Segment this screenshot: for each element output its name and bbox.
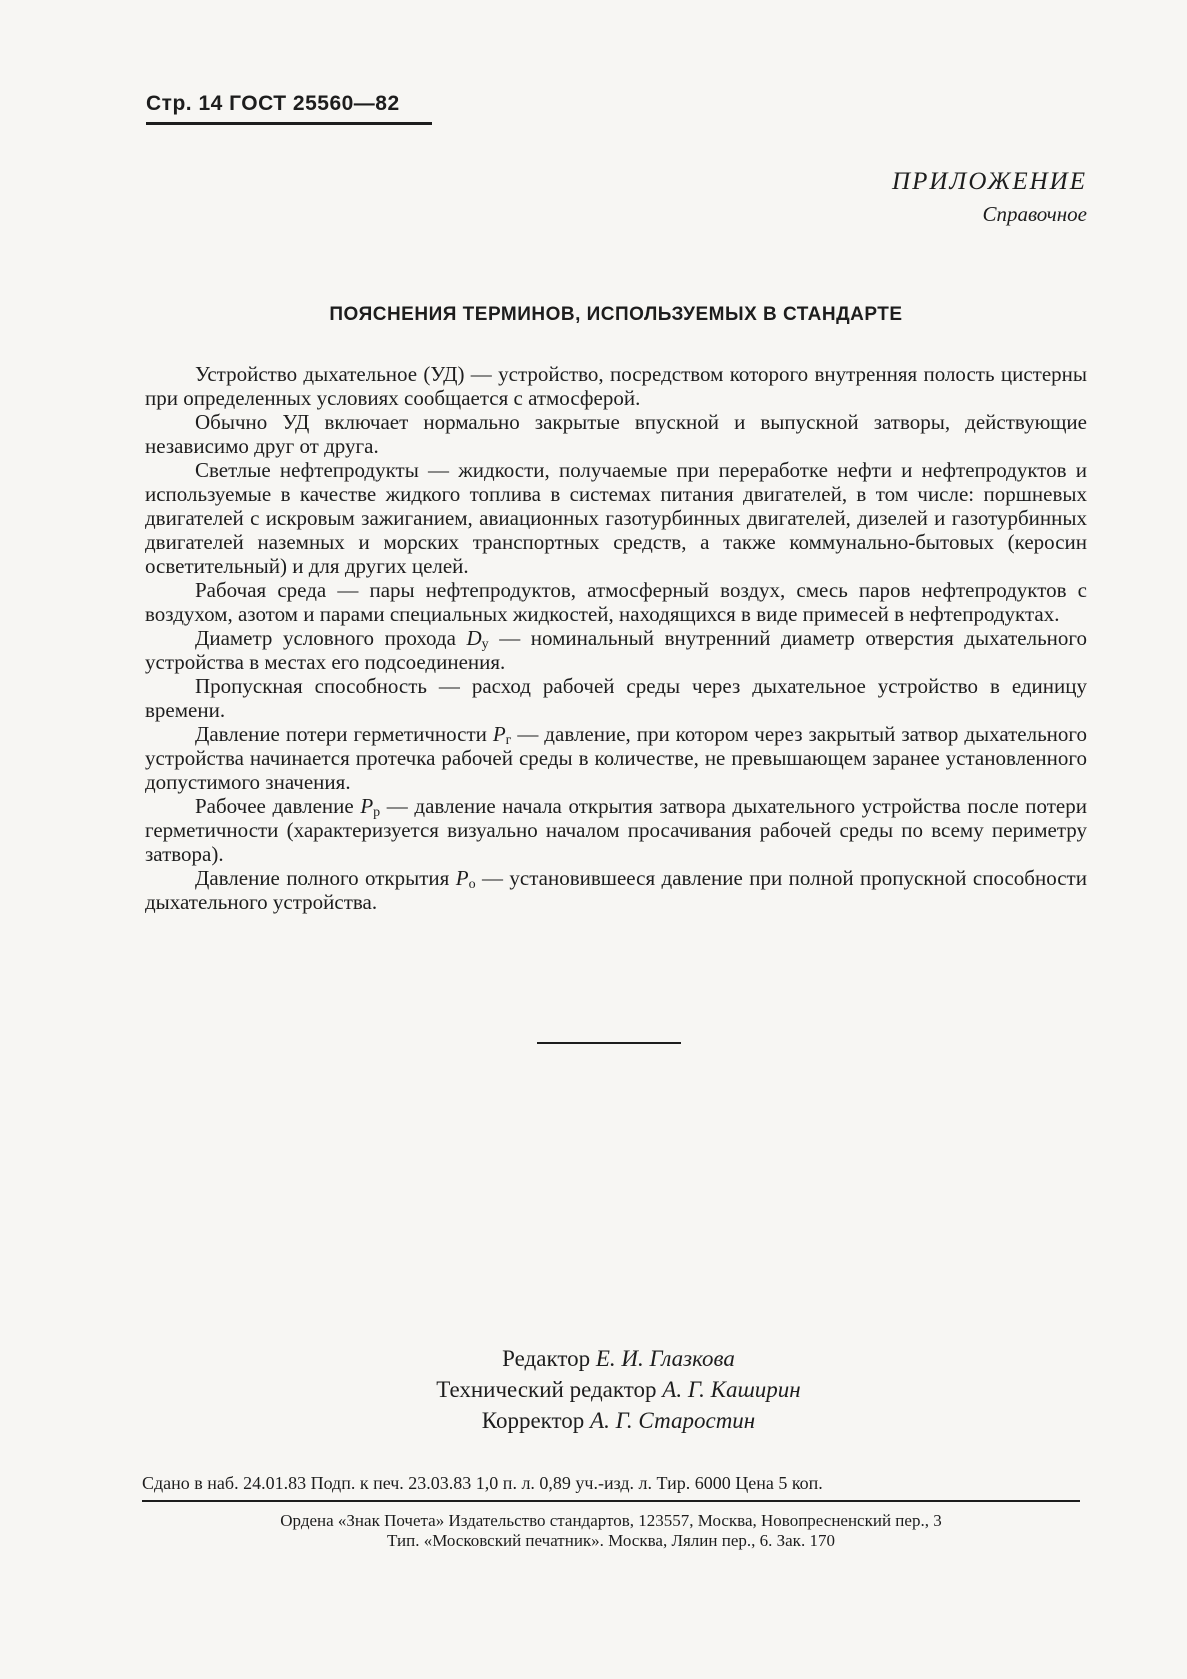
term-leak-pressure: Давление потери герметичности $P_г$ — давление, при котором через закрытый затвор дыхательного устройства начинается протечка рабочей среды в количестве, не превышающем заранее установленного допустимого значения. (145, 722, 1087, 794)
term-working-medium: Рабочая среда — пары нефтепродуктов, атмосферный воздух, смесь паров нефтепродуктов с воздухом, азотом и парами специальных жидкостей, находящихся в виде примесей в нефтепродуктах. (145, 578, 1087, 626)
term-light-oil-products: Светлые нефтепродукты — жидкости, получаемые при переработке нефти и нефтепродуктов и используемые в качестве жидкого топлива в системах питания двигателей, в том числе: поршневых двигателей с искровым зажиганием, авиационных газотурбинных двигателей, дизелей и газотурбинных двигателей наземных и морских транспортных средств, а также коммунально-бытовых (керосин осветительный) и для других целей. (145, 458, 1087, 578)
imprint-line-1: Сдано в наб. 24.01.83 Подп. к печ. 23.03.83 1,0 п. л. 0,89 уч.-изд. л. Тир. 6000 Цена 5 коп. (142, 1473, 1080, 1502)
appendix-subtitle: Справочное (982, 202, 1087, 226)
credit-proofreader: Корректор А. Г. Старостин (481, 1408, 756, 1433)
credits-block (0, 1343, 1187, 1436)
term-full-open-pressure: Давление полного открытия $P_о$ — установившееся давление при полной пропускной способности дыхательного устройства. (145, 866, 1087, 914)
term-nominal-diameter: Диаметр условного прохода $D_у$ — номинальный внутренний диаметр отверстия дыхательного устройства в местах его подсоединения. (145, 626, 1087, 674)
section-divider (537, 1042, 681, 1044)
imprint-publisher (142, 1511, 1080, 1551)
section-heading: ПОЯСНЕНИЯ ТЕРМИНОВ, ИСПОЛЬЗУЕМЫХ В СТАНДАРТЕ (329, 304, 903, 325)
term-breathing-device: Устройство дыхательное (УД) — устройство, посредством которого внутренняя полость цистерны при определенных условиях сообщается с атмосферой. (145, 362, 1087, 410)
appendix-label (892, 168, 1087, 227)
credit-editor: Редактор Е. И. Глазкова (502, 1346, 735, 1371)
imprint-line-3: Тип. «Московский печатник». Москва, Лялин пер., 6. Зак. 170 (387, 1531, 835, 1550)
imprint-block (142, 1473, 1080, 1551)
credit-tech-editor: Технический редактор А. Г. Каширин (436, 1377, 801, 1402)
term-throughput: Пропускная способность — расход рабочей среды через дыхательное устройство в единицу времени. (145, 674, 1087, 722)
appendix-title: ПРИЛОЖЕНИЕ (892, 168, 1087, 195)
terms-body (145, 362, 1087, 914)
term-breathing-device-note: Обычно УД включает нормально закрытые впускной и выпускной затворы, действующие независимо друг от друга. (145, 410, 1087, 458)
page-header: Стр. 14 ГОСТ 25560—82 (146, 92, 432, 125)
imprint-line-2: Ордена «Знак Почета» Издательство стандартов, 123557, Москва, Новопресненский пер., 3 (280, 1511, 942, 1530)
term-working-pressure: Рабочее давление $P_р$ — давление начала открытия затвора дыхательного устройства после потери герметичности (характеризуется визуально началом просачивания рабочей среды по всему периметру затвора). (145, 794, 1087, 866)
